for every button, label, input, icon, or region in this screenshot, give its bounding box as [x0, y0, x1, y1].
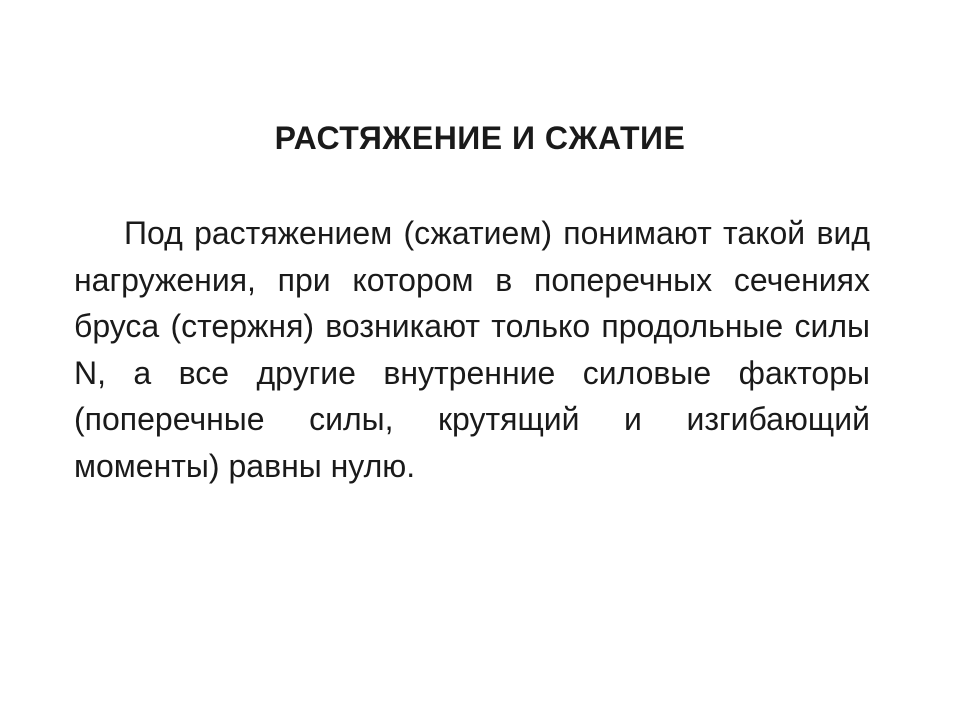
slide-title: РАСТЯЖЕНИЕ И СЖАТИЕ — [274, 120, 686, 156]
definition-paragraph: Под растяжением (сжатием) понимают такой вид нагружения, при котором в поперечных сечениях бруса (стержня) возникают только продольные силы N, а все другие внутренние силовые факторы (поперечные силы, крутящий и изгибающий моменты) равны нулю. — [74, 215, 870, 484]
